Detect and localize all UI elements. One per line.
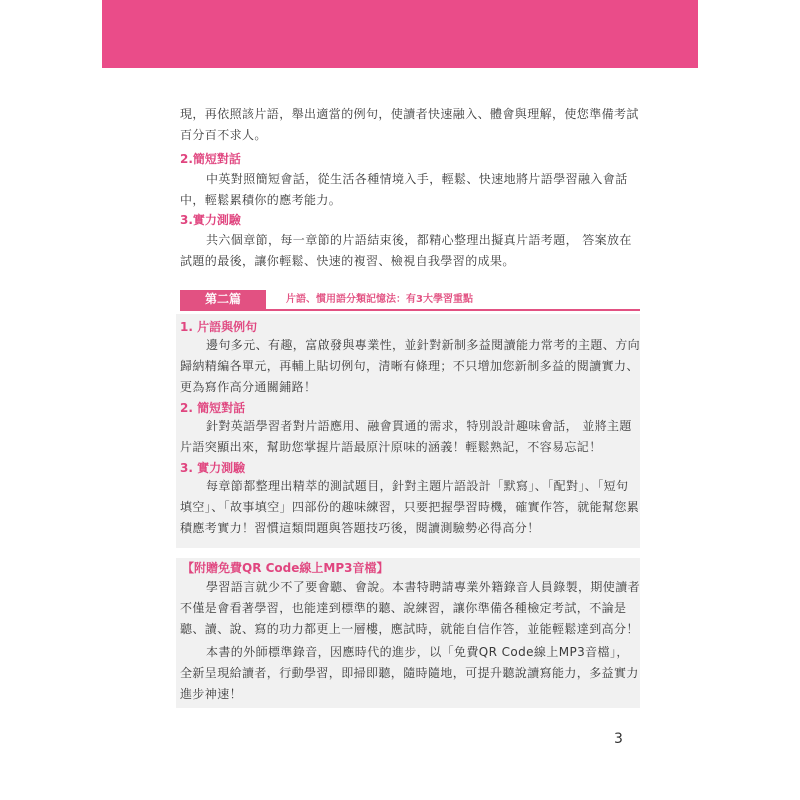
section-heading-phrases: 1. 片語與例句 <box>180 320 258 334</box>
section-tag: 第二篇 <box>180 290 266 309</box>
bonus-text-2: 本書的外師標準錄音，因應時代的進步，以「免費QR Code線上MP3音檔」，全新呈現給讀者，行動學習，即掃即聽，隨時隨地，可提升聽說讀寫能力，多益實力進步神速！ <box>180 645 639 701</box>
section-rule <box>180 309 640 311</box>
page-number: 3 <box>614 731 623 747</box>
intro-heading-dialogue: 2.簡短對話 <box>180 152 241 166</box>
intro-test-text: 共六個章節，每一章節的片語結束後，都精心整理出擬真片語考題， 答案放在試題的最後，讓你輕鬆、快速的複習、檢視自我學習的成果。 <box>180 233 632 268</box>
section-heading-test: 3. 實力測驗 <box>180 461 246 475</box>
intro-dialogue-text: 中英對照簡短會話，從生活各種情境入手，輕鬆、快速地將片語學習融入會話中，輕鬆累積你的應考能力。 <box>180 172 628 207</box>
section-phrases-text: 邊句多元、有趣，富啟發與專業性，並針對新制多益閱讀能力常考的主題、方向歸納精編各單元，再輔上貼切例句，清晰有條理；不只增加您新制多益的閱讀實力、更為寫作高分通關鋪路！ <box>180 338 641 394</box>
section-title: 片語、慣用語分類記憶法：有3大學習重點 <box>286 294 473 305</box>
bonus-heading: 【附贈免費QR Code線上MP3音檔】 <box>182 561 389 575</box>
pink-header-banner <box>102 0 698 68</box>
section-heading-dialogue: 2. 簡短對話 <box>180 401 246 415</box>
bonus-text-1: 學習語言就少不了要會聽、會說。本書特聘請專業外籍錄音人員錄製，期使讀者不僅是會看著學習，也能達到標準的聽、說練習，讓你準備各種檢定考試，不論是聽、讀、說、寫的功力都更上一層樓，應試時，就能自信作答，並能輕鬆達到高分！ <box>180 580 641 636</box>
section-dialogue-text: 針對英語學習者對片語應用、融會貫通的需求，特別設計趣味會話， 並將主題片語突顯出來，幫助您掌握片語最原汁原味的涵義！輕鬆熟記，不容易忘記！ <box>180 419 632 454</box>
section-test-text: 每章節都整理出精萃的測試題目，針對主題片語設計「默寫」、「配對」、「短句填空」、「故事填空」四部份的趣味練習，只要把握學習時機，確實作答，就能幫您累積應考實力！習慣這類問題與答題技巧後，閱讀測驗勢必得高分！ <box>180 479 640 535</box>
intro-paragraph: 現，再依照該片語，舉出適當的例句，使讀者快速融入、體會與理解，使您準備考試百分百不求人。 <box>180 107 639 142</box>
intro-heading-test: 3.實力測驗 <box>180 213 241 227</box>
